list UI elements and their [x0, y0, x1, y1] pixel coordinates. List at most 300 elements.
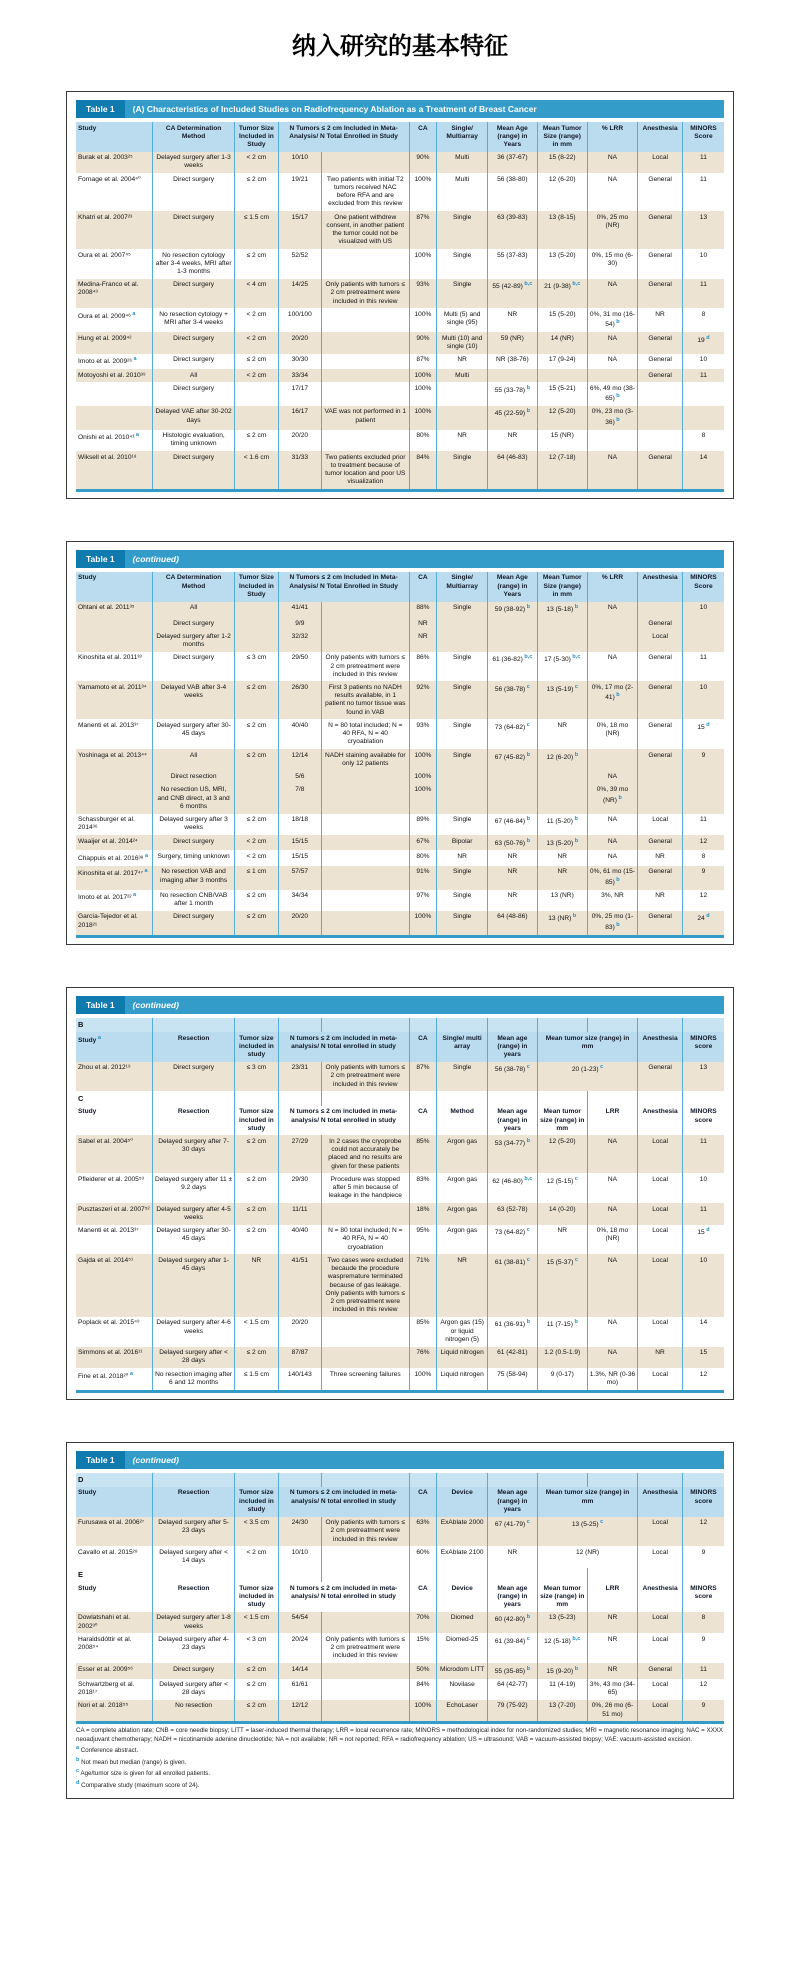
study-cell: Esser et al. 2009⁵⁶ [76, 1663, 152, 1678]
table-box [66, 1442, 734, 1799]
table-cell: 61 (36-82) $^{b,c}$ [487, 652, 537, 682]
table-cell: Direct surgery [152, 835, 234, 850]
study-cell: Oura et al. 2009⁴⁶ $^a$ [76, 308, 152, 332]
table-cell: Argon gas [437, 1173, 488, 1203]
table-cell: Novilase [437, 1679, 488, 1700]
table-cell: Delayed surgery after 4-5 weeks [152, 1203, 234, 1224]
table-cell: ≤ 2 cm [235, 719, 278, 749]
table-cell: 20 (1-23) $^c$ [537, 1062, 637, 1092]
table-cell: Direct surgery [152, 911, 234, 936]
column-header: N tumors ≤ 2 cm included in meta-analysis/ N total enrolled in study [278, 1032, 409, 1062]
column-header: Resection [152, 1487, 234, 1517]
table-box [66, 91, 734, 499]
data-table [76, 122, 724, 492]
column-header: % LRR [587, 122, 638, 152]
table-cell: 34/34 [278, 890, 321, 911]
table-cell: NR [487, 430, 537, 451]
column-header: Anesthesia [638, 1106, 683, 1136]
table-cell [235, 630, 278, 651]
table-cell [322, 890, 409, 911]
table-cell: Liquid nitrogen [437, 1368, 488, 1391]
table-cell: Multi [437, 173, 488, 211]
table-cell: < 2 cm [235, 308, 278, 332]
table-cell: NA [587, 1317, 638, 1347]
table-cell: 10 [682, 681, 724, 719]
table-cell: Histologic evaluation, timing unknown [152, 430, 234, 451]
column-header: LRR [587, 1582, 638, 1612]
footnote-marker: d [704, 334, 710, 341]
table-cell: 13 (5-25) $^c$ [537, 1517, 637, 1547]
table-cell: 14 (NR) [537, 332, 587, 353]
table-cell [437, 784, 488, 814]
table-cell: Diomed-25 [437, 1633, 488, 1663]
table-cell: General [638, 617, 683, 630]
table-cell: 10/10 [278, 152, 321, 173]
empty-cell [235, 1018, 278, 1032]
study-cell: Poplack et al. 2015⁴⁹ [76, 1317, 152, 1347]
table-cell: 55 (33-78) $^b$ [487, 382, 537, 406]
empty-cell [278, 1091, 321, 1105]
table-cell: 0%, 15 mo (6-30) [587, 249, 638, 279]
table-cell: All [152, 749, 234, 770]
footnote-line: $^c$ Age/tumor size is given for all enrolled patients. [76, 1768, 211, 1778]
column-header: MINORS Score [682, 122, 724, 152]
footnote-marker: b [572, 816, 578, 823]
empty-cell [487, 1018, 537, 1032]
empty-cell [437, 1473, 488, 1487]
table-cell [437, 771, 488, 784]
table-cell: 84% [409, 451, 437, 490]
footnote-line: $^a$ Conference abstract. [76, 1745, 139, 1755]
table-cell: 30/30 [278, 354, 321, 369]
table-cell: 100% [409, 406, 437, 430]
table-cell: 100% [409, 911, 437, 936]
table-row [76, 211, 724, 249]
table-cell: < 1.6 cm [235, 451, 278, 490]
table-cell: 73 (64-82) $^c$ [487, 1225, 537, 1255]
table-cell [437, 382, 488, 406]
table-title-bar [76, 1451, 724, 1469]
table-caption: (continued) [132, 1454, 179, 1465]
column-header: Mean Age (range) in Years [487, 122, 537, 152]
table-cell: Delayed surgery after 4-6 weeks [152, 1317, 234, 1347]
table-cell [322, 1347, 409, 1368]
table-cell: 3%, 43 mo (34-65) [587, 1679, 638, 1700]
footnote-marker: c [525, 1256, 530, 1263]
table-cell: Delayed surgery after 11 ± 9.2 days [152, 1173, 234, 1203]
empty-cell [322, 1473, 409, 1487]
footnote-marker: a [131, 892, 137, 898]
table-cell: 32/32 [278, 630, 321, 651]
table-cell: NR [437, 354, 488, 369]
table-cell: Single [437, 1062, 488, 1092]
table-cell: 6%, 49 mo (38-65) $^b$ [587, 382, 638, 406]
table-cell: In 2 cases the cryoprobe could not accurately be placed and no results are given for these patients [322, 1135, 409, 1173]
table-cell: Single [437, 211, 488, 249]
table-cell [487, 369, 537, 382]
table-cell: NA [587, 354, 638, 369]
table-cell: Delayed surgery after < 28 days [152, 1679, 234, 1700]
study-cell: Manenti et al. 2013³⁷ [76, 1225, 152, 1255]
table-cell: Two patients with initial T2 tumors received NAC before RFA and are excluded from this review [322, 173, 409, 211]
table-cell: 12 (NR) [537, 1546, 637, 1567]
column-header: Tumor size included in study [235, 1487, 278, 1517]
table-cell: 9 [682, 1546, 724, 1567]
table-cell: 67 (41-79) $^c$ [487, 1517, 537, 1547]
column-header: Single/ multi array [437, 1032, 488, 1062]
table-cell: Procedure was stopped after 5 min because of leakage in the handpiece [322, 1173, 409, 1203]
table-cell: NR [638, 308, 683, 332]
table-cell [322, 771, 409, 784]
abbreviations-line: CA = complete ablation rate; CNB = core needle biopsy; LITT = laser-induced thermal therapy; LRR = local recurrence rate; MINORS = methodological index for non-randomized studies; MRI = magnetic resonance imaging; NAC = XXXX neoadjuvant chemotherapy; NADH = nicotinamide adenine dinucleotide; NA = not available; NR = not reported; RFA = radiofrequency ablation; US = ultrasound; VAB = vacuum-assisted biopsy; VAE: vacuum-assisted excision. [76, 1727, 723, 1743]
empty-cell [437, 1091, 488, 1105]
table-row [76, 1612, 724, 1633]
table-cell: Local [638, 1135, 683, 1173]
table-cell: Local [638, 1203, 683, 1224]
footnote-marker: b [525, 1137, 531, 1144]
table-cell: General [638, 354, 683, 369]
table-cell: 63 (39-83) [487, 211, 537, 249]
table-cell [322, 630, 409, 651]
table-cell: 100/100 [278, 308, 321, 332]
table-cell [437, 630, 488, 651]
table-cell: General [638, 719, 683, 749]
table-cell: 14 [682, 451, 724, 490]
table-cell: 8 [682, 430, 724, 451]
table-cell: 15 (5-21) [537, 382, 587, 406]
study-cell: Medina-Franco et al. 2008⁴³ [76, 279, 152, 309]
footnote-marker: b [614, 692, 620, 699]
table-cell: Local [638, 1225, 683, 1255]
footnote-marker: b [573, 837, 579, 844]
table-cell: NR [587, 1663, 638, 1678]
table-cell: Liquid nitrogen [437, 1347, 488, 1368]
footnote-marker: b [76, 1756, 80, 1763]
study-cell: Dowlatshahi et al. 2002³⁰ [76, 1612, 152, 1633]
table-cell: Local [638, 1517, 683, 1547]
table-row [76, 1347, 724, 1368]
table-cell [587, 617, 638, 630]
table-cell: NA [587, 451, 638, 490]
table-cell: 61/61 [278, 1679, 321, 1700]
table-label: Table 1 [76, 1451, 125, 1469]
column-header: Anesthesia [638, 572, 683, 602]
empty-cell [587, 1568, 638, 1582]
footnote-marker: b [614, 921, 620, 928]
table-cell: Delayed surgery after 3 weeks [152, 814, 234, 835]
table-cell: Direct surgery [152, 279, 234, 309]
study-cell: Wiksell et al. 2010¹⁸ [76, 451, 152, 490]
table-cell: NR [409, 617, 437, 630]
table-cell: General [638, 749, 683, 770]
table-cell: Argon gas [437, 1135, 488, 1173]
empty-cell [152, 1018, 234, 1032]
column-header: Single/ Multiarray [437, 122, 488, 152]
table-cell: 100% [409, 771, 437, 784]
table-cell: 0%, 17 mo (2-41) $^b$ [587, 681, 638, 719]
table-cell: 100% [409, 369, 437, 382]
column-header: Device [437, 1487, 488, 1517]
table-cell: 11 [682, 279, 724, 309]
table-cell: Local [638, 1173, 683, 1203]
table-cell: General [638, 835, 683, 850]
table-cell [682, 617, 724, 630]
table-cell: 1.2 (0.5-1.9) [537, 1347, 587, 1368]
table-row [76, 1517, 724, 1547]
table-cell: 9 [682, 866, 724, 890]
table-cell [235, 602, 278, 617]
table-cell: ExAblate 2000 [437, 1517, 488, 1547]
table-cell: < 2 cm [235, 835, 278, 850]
footnote-marker: b [525, 384, 531, 391]
footnote-marker: a [128, 1370, 133, 1377]
table-cell: Local [638, 1700, 683, 1723]
table-row [76, 1700, 724, 1723]
table-cell: 26/30 [278, 681, 321, 719]
table-cell: Single [437, 451, 488, 490]
column-header: Mean age (range) in years [487, 1582, 537, 1612]
empty-cell [682, 1091, 724, 1105]
header-row [76, 122, 724, 152]
table-cell: 0%, 25 mo (NR) [587, 211, 638, 249]
column-header: Mean tumor size (range) in mm [537, 1582, 587, 1612]
column-header: N Tumors ≤ 2 cm Included in Meta-Analysis/ N Total Enrolled in Study [278, 572, 409, 602]
column-header: N tumors ≤ 2 cm included in meta-analysis/ N total enrolled in study [278, 1106, 409, 1136]
table-cell [638, 382, 683, 406]
table-cell: 11 [682, 152, 724, 173]
footnote-marker: c [573, 683, 578, 690]
table-cell: General [638, 332, 683, 353]
column-header: % LRR [587, 572, 638, 602]
footnote-marker: c [525, 1635, 530, 1642]
footnote-marker: b,c [570, 1635, 581, 1642]
empty-cell [638, 1091, 683, 1105]
table-cell: 15 [682, 1347, 724, 1368]
table-cell: Delayed surgery after 30-45 days [152, 719, 234, 749]
table-cell: NR [487, 866, 537, 890]
column-header: CA [409, 572, 437, 602]
table-cell: 0%, 26 mo (6-51 mo) [587, 1700, 638, 1723]
table-cell: 13 (NR) $^b$ [537, 911, 587, 936]
empty-cell [152, 1568, 234, 1582]
table-cell: 11 (4-19) [537, 1679, 587, 1700]
table-cell [682, 630, 724, 651]
table-cell: 15 (8-22) [537, 152, 587, 173]
table-cell: Local [638, 1317, 683, 1347]
table-cell: 12 (5-15) $^c$ [537, 1173, 587, 1203]
table-cell [322, 1663, 409, 1678]
column-header: N Tumors ≤ 2 cm Included in Meta-Analysis/ N Total Enrolled in Study [278, 122, 409, 152]
table-cell: 9 [682, 1633, 724, 1663]
table-cell: 36 (37-67) [487, 152, 537, 173]
table-cell: NADH staining available for only 12 patients [322, 749, 409, 770]
table-cell: NR [487, 308, 537, 332]
table-cell: 87% [409, 211, 437, 249]
table-cell: ≤ 2 cm [235, 1225, 278, 1255]
table-cell: 10 [682, 354, 724, 369]
study-cell: Chappuis et al. 2016³⁸ $^a$ [76, 850, 152, 865]
table-row [76, 1317, 724, 1347]
table-cell: General [638, 279, 683, 309]
data-table [76, 1018, 724, 1393]
table-cell: Direct surgery [152, 354, 234, 369]
table-cell: No resection VAB and imaging after 3 months [152, 866, 234, 890]
table-cell [322, 1203, 409, 1224]
table-cell: 73 (64-82) $^c$ [487, 719, 537, 749]
study-cell: Kinoshita et al. 2017⁴⁷ $^a$ [76, 866, 152, 890]
table-cell: Single [437, 719, 488, 749]
table-cell: 59 (NR) [487, 332, 537, 353]
footnote-marker: b [616, 794, 622, 801]
table-cell: 31/33 [278, 451, 321, 490]
table-row [76, 1135, 724, 1173]
column-header: N tumors ≤ 2 cm included in meta-analysis/ N total enrolled in study [278, 1487, 409, 1517]
column-header: Study [76, 1582, 152, 1612]
table-cell: Single [437, 279, 488, 309]
table-cell: < 2 cm [235, 850, 278, 865]
table-cell: NR [487, 890, 537, 911]
study-cell: Ohtani et al. 2011³⁵ [76, 602, 152, 617]
table-cell: NR [537, 719, 587, 749]
column-header: Mean Tumor Size (range) in mm [537, 122, 587, 152]
table-row [76, 430, 724, 451]
table-cell: 93% [409, 719, 437, 749]
table-cell: ≤ 2 cm [235, 814, 278, 835]
table-cell [235, 406, 278, 430]
column-header: Device [437, 1582, 488, 1612]
table-cell: 95% [409, 1225, 437, 1255]
table-cell: 0%, 25 mo (1-83) $^b$ [587, 911, 638, 936]
table-cell: Local [638, 1633, 683, 1663]
table-cell: 87% [409, 354, 437, 369]
table-cell: < 1.5 cm [235, 1317, 278, 1347]
table-cell: < 2 cm [235, 369, 278, 382]
table-cell: 85% [409, 1135, 437, 1173]
empty-cell [278, 1018, 321, 1032]
footnote-marker: b [573, 604, 579, 611]
study-cell: Pfleiderer et al. 2005⁵³ [76, 1173, 152, 1203]
table-cell: All [152, 602, 234, 617]
empty-cell [487, 1091, 537, 1105]
table-cell: 70% [409, 1612, 437, 1633]
table-cell: < 2 cm [235, 332, 278, 353]
table-cell: < 3.5 cm [235, 1517, 278, 1547]
table-cell [322, 1700, 409, 1723]
footnote-marker: c [573, 1175, 578, 1182]
table-cell: General [638, 652, 683, 682]
table-cell: VAE was not performed in 1 patient [322, 406, 409, 430]
table-cell: 15% [409, 1633, 437, 1663]
footnote-marker: d [704, 1227, 710, 1234]
study-cell: Nori et al. 2018⁵⁵ [76, 1700, 152, 1723]
column-header: Study [76, 1487, 152, 1517]
table-cell [682, 406, 724, 430]
empty-cell [409, 1091, 437, 1105]
table-cell: NR [587, 1612, 638, 1633]
table-cell: Local [638, 1612, 683, 1633]
table-cell: Delayed surgery after 5-23 days [152, 1517, 234, 1547]
column-header: Tumor size included in study [235, 1582, 278, 1612]
table-cell: 93% [409, 279, 437, 309]
table-cell: 14 (0-20) [537, 1203, 587, 1224]
table-cell: 88% [409, 602, 437, 617]
table-cell: Single [437, 890, 488, 911]
table-cell: Multi [437, 152, 488, 173]
section-label-row [76, 1018, 724, 1032]
footnote-marker: b,c [522, 1175, 533, 1182]
empty-cell [587, 1473, 638, 1487]
table-cell [638, 430, 683, 451]
column-header: MINORS score [682, 1487, 724, 1517]
column-header: N tumors ≤ 2 cm included in meta-analysis/ N total enrolled in study [278, 1582, 409, 1612]
column-header: Mean tumor size (range) in mm [537, 1032, 637, 1062]
table-cell: 12 [682, 890, 724, 911]
table-cell: 90% [409, 332, 437, 353]
footnote-marker: b [614, 876, 620, 883]
table-cell [682, 771, 724, 784]
column-header: CA [409, 122, 437, 152]
table-cell: NR [537, 1225, 587, 1255]
table-cell: One patient withdrew consent, in another patient the tumor could not be visualized with US [322, 211, 409, 249]
table-cell [322, 308, 409, 332]
table-cell: ≤ 2 cm [235, 681, 278, 719]
table-row [76, 749, 724, 770]
column-header: Anesthesia [638, 1032, 683, 1062]
table-cell: Delayed surgery after 1-3 weeks [152, 152, 234, 173]
table-cell: 0%, 23 mo (3-36) $^b$ [587, 406, 638, 430]
footnote-marker: c [598, 1519, 604, 1526]
table-cell: 52/52 [278, 249, 321, 279]
footnote-line: $^b$ Not mean but median (range) is given. [76, 1756, 187, 1766]
header-row [76, 1582, 724, 1612]
empty-cell [537, 1018, 587, 1032]
table-cell: 11 [682, 814, 724, 835]
table-cell [587, 749, 638, 770]
footnote-marker: b [614, 319, 620, 326]
table-row [76, 1062, 724, 1092]
header-row [76, 1106, 724, 1136]
table-label: Table 1 [76, 100, 125, 118]
column-header: Mean age (range) in years [487, 1106, 537, 1136]
column-header: CA Determination Method [152, 572, 234, 602]
table-cell: NA [587, 173, 638, 211]
section-label: B [76, 1018, 152, 1032]
table-cell: Single [437, 749, 488, 770]
section-label: D [76, 1473, 152, 1487]
table-cell: 9 (0-17) [537, 1368, 587, 1391]
table-cell: Single [437, 911, 488, 936]
table-cell [322, 814, 409, 835]
table-cell: 13 (5-23) [537, 1612, 587, 1633]
table-cell: 17 (9-24) [537, 354, 587, 369]
table-cell: 15 (NR) [537, 430, 587, 451]
table-cell: 85% [409, 1317, 437, 1347]
table-cell: NR [409, 630, 437, 651]
table-cell: 41/41 [278, 602, 321, 617]
table-cell: Delayed surgery after 7-30 days [152, 1135, 234, 1173]
table-cell [682, 784, 724, 814]
empty-cell [638, 1018, 683, 1032]
section-label-row [76, 1568, 724, 1582]
table-row [76, 1173, 724, 1203]
column-header: Study $^a$ [76, 1032, 152, 1062]
table-cell: 1.3%, NR (0-36 mo) [587, 1368, 638, 1391]
table-cell: No resection cytology + MRI after 3-4 weeks [152, 308, 234, 332]
table-cell: Direct surgery [152, 211, 234, 249]
table-row [76, 451, 724, 490]
table-cell: Single [437, 249, 488, 279]
table-cell: 100% [409, 749, 437, 770]
